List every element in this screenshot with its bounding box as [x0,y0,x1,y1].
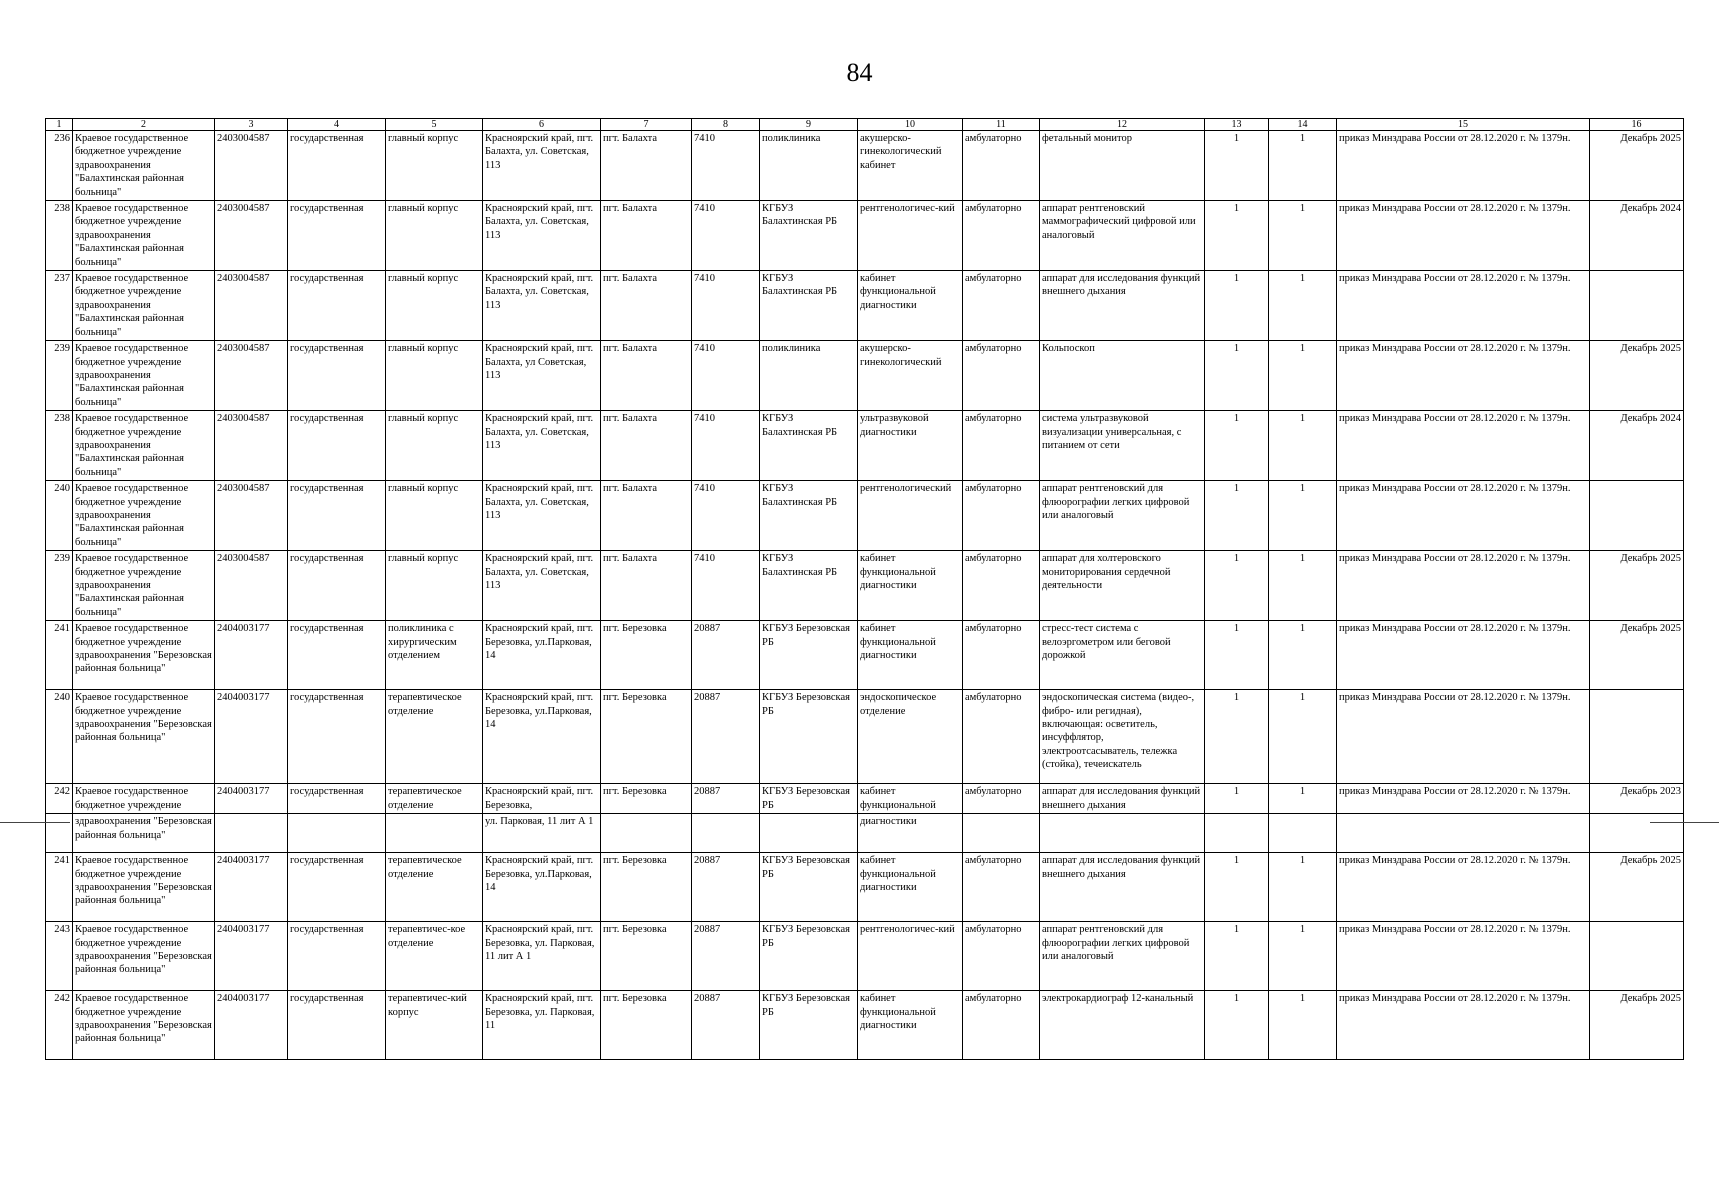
cell-col-12 [1040,814,1205,853]
cell-col-14: 1 [1269,853,1337,922]
table-row [46,621,1684,690]
cell-col-13: 1 [1205,411,1269,481]
column-number: 7 [601,119,692,131]
cell-col-7 [601,814,692,853]
cell-col-8: 20887 [692,853,760,922]
cell-col-1: 239 [46,551,73,621]
cell-col-11: амбулаторно [963,551,1040,621]
cell-col-12: фетальный монитор [1040,131,1205,201]
cell-col-7: пгт. Балахта [601,131,692,201]
cell-col-3: 2403004587 [215,481,288,551]
cell-col-16: Декабрь 2025 [1590,131,1684,201]
cell-col-9: КГБУЗ Березовская РБ [760,690,858,784]
cell-col-12: аппарат для исследования функций внешнего дыхания [1040,784,1205,814]
cell-col-14: 1 [1269,411,1337,481]
cell-col-2: Краевое государственное бюджетное учреждение здравоохранения "Балахтинская районная больница" [73,481,215,551]
cell-col-3: 2404003177 [215,922,288,991]
cell-col-8: 7410 [692,131,760,201]
cell-col-4: государственная [288,690,386,784]
table-row [46,853,1684,922]
cell-col-12: аппарат для холтеровского мониторирования сердечной деятельности [1040,551,1205,621]
table-row [46,991,1684,1060]
cell-col-9: КГБУЗ Балахтинская РБ [760,201,858,271]
cell-col-2: Краевое государственное бюджетное учреждение здравоохранения "Березовская районная больница" [73,621,215,690]
cell-col-4: государственная [288,853,386,922]
cell-col-7: пгт. Березовка [601,853,692,922]
cell-col-7: пгт. Балахта [601,481,692,551]
cell-col-12: аппарат рентгеновский для флюорографии легких цифровой или аналоговый [1040,922,1205,991]
cell-col-7: пгт. Березовка [601,922,692,991]
cell-col-9: КГБУЗ Балахтинская РБ [760,411,858,481]
cell-col-16 [1590,922,1684,991]
cell-col-13: 1 [1205,341,1269,411]
cell-col-4: государственная [288,991,386,1060]
cell-col-14: 1 [1269,922,1337,991]
column-number: 10 [858,119,963,131]
cell-col-4: государственная [288,784,386,814]
cell-col-16: Декабрь 2025 [1590,341,1684,411]
cell-col-4: государственная [288,341,386,411]
cell-col-2: Краевое государственное бюджетное учреждение здравоохранения "Березовская районная больница" [73,690,215,784]
cell-col-1: 240 [46,690,73,784]
cell-col-10: рентгенологичес-кий [858,922,963,991]
cell-col-16: Декабрь 2025 [1590,991,1684,1060]
cell-col-15: приказ Минздрава России от 28.12.2020 г. № 1379н. [1337,131,1590,201]
cell-col-6: ул. Парковая, 11 лит А 1 [483,814,601,853]
cell-col-6: Красноярский край, пгт. Балахта, ул. Советская, 113 [483,131,601,201]
cell-col-16 [1590,814,1684,853]
cell-col-15 [1337,814,1590,853]
cell-col-12: система ультразвуковой визуализации универсальная, с питанием от сети [1040,411,1205,481]
cell-col-14 [1269,814,1337,853]
cell-col-9: КГБУЗ Березовская РБ [760,991,858,1060]
cell-col-1: 238 [46,201,73,271]
cell-col-13: 1 [1205,621,1269,690]
cell-col-1: 242 [46,784,73,814]
cell-col-14: 1 [1269,131,1337,201]
cell-col-4: государственная [288,621,386,690]
cell-col-14: 1 [1269,621,1337,690]
cell-col-6: Красноярский край, пгт. Березовка, ул.Парковая, 14 [483,853,601,922]
cell-col-10: ультразвуковой диагностики [858,411,963,481]
cell-col-2: Краевое государственное бюджетное учреждение [73,784,215,814]
cell-col-10: рентгенологический [858,481,963,551]
cell-col-5: главный корпус [386,131,483,201]
cell-col-11 [963,814,1040,853]
cell-col-13: 1 [1205,271,1269,341]
cell-col-15: приказ Минздрава России от 28.12.2020 г. № 1379н. [1337,201,1590,271]
column-number: 8 [692,119,760,131]
cell-col-16: Декабрь 2024 [1590,201,1684,271]
cell-col-10: рентгенологичес-кий [858,201,963,271]
cell-col-1: 237 [46,271,73,341]
cell-col-7: пгт. Балахта [601,411,692,481]
cell-col-1: 236 [46,131,73,201]
cell-col-13: 1 [1205,481,1269,551]
cell-col-11: амбулаторно [963,922,1040,991]
cell-col-16 [1590,481,1684,551]
cell-col-4: государственная [288,551,386,621]
column-number-row [46,119,1684,131]
cell-col-11: амбулаторно [963,341,1040,411]
cell-col-7: пгт. Березовка [601,991,692,1060]
cell-col-4: государственная [288,481,386,551]
cell-col-2: Краевое государственное бюджетное учреждение здравоохранения "Березовская районная больница" [73,991,215,1060]
cell-col-10: кабинет функциональной [858,784,963,814]
cell-col-10: кабинет функциональной диагностики [858,621,963,690]
cell-col-5: терапевтическое отделение [386,784,483,814]
table-row [46,814,1684,853]
cell-col-2: Краевое государственное бюджетное учреждение здравоохранения "Березовская районная больница" [73,922,215,991]
cell-col-11: амбулаторно [963,411,1040,481]
cell-col-14: 1 [1269,991,1337,1060]
cell-col-1: 241 [46,853,73,922]
column-number: 16 [1590,119,1684,131]
cell-col-2: здравоохранения "Березовская районная больница" [73,814,215,853]
cell-col-6: Красноярский край, пгт. Балахта, ул. Советская, 113 [483,551,601,621]
cell-col-5: терапевтическое отделение [386,690,483,784]
cell-col-9: КГБУЗ Березовская РБ [760,922,858,991]
cell-col-13: 1 [1205,690,1269,784]
cell-col-8 [692,814,760,853]
cell-col-9: поликлиника [760,341,858,411]
cell-col-12: аппарат для исследования функций внешнего дыхания [1040,271,1205,341]
cell-col-16 [1590,271,1684,341]
cell-col-5: главный корпус [386,411,483,481]
cell-col-13: 1 [1205,784,1269,814]
cell-col-15: приказ Минздрава России от 28.12.2020 г. № 1379н. [1337,784,1590,814]
cell-col-6: Красноярский край, пгт. Балахта, ул Советская, 113 [483,341,601,411]
cell-col-7: пгт. Березовка [601,690,692,784]
cell-col-15: приказ Минздрава России от 28.12.2020 г. № 1379н. [1337,481,1590,551]
cell-col-11: амбулаторно [963,991,1040,1060]
cell-col-8: 20887 [692,922,760,991]
cell-col-3: 2404003177 [215,690,288,784]
cell-col-5: главный корпус [386,481,483,551]
equipment-table [45,118,1684,1060]
cell-col-10: эндоскопическое отделение [858,690,963,784]
cell-col-15: приказ Минздрава России от 28.12.2020 г. № 1379н. [1337,690,1590,784]
cell-col-11: амбулаторно [963,784,1040,814]
cell-col-6: Красноярский край, пгт. Березовка, ул. Парковая, 11 лит А 1 [483,922,601,991]
cell-col-8: 20887 [692,991,760,1060]
cell-col-7: пгт. Балахта [601,341,692,411]
cell-col-9 [760,814,858,853]
cell-col-15: приказ Минздрава России от 28.12.2020 г. № 1379н. [1337,341,1590,411]
cell-col-12: эндоскопическая система (видео-, фибро- или регидная), включающая: осветитель, инсуффлятор, электроотсасыватель, тележка (стойка), течеискатель [1040,690,1205,784]
table-row [46,411,1684,481]
cell-col-16: Декабрь 2025 [1590,853,1684,922]
table-row [46,201,1684,271]
cell-col-14: 1 [1269,551,1337,621]
cell-col-6: Красноярский край, пгт. Березовка, ул.Парковая, 14 [483,621,601,690]
cell-col-7: пгт. Березовка [601,621,692,690]
column-number: 5 [386,119,483,131]
cell-col-8: 7410 [692,411,760,481]
cell-col-6: Красноярский край, пгт. Березовка, ул.Парковая, 14 [483,690,601,784]
cell-col-1 [46,814,73,853]
cell-col-15: приказ Минздрава России от 28.12.2020 г. № 1379н. [1337,922,1590,991]
cell-col-2: Краевое государственное бюджетное учреждение здравоохранения "Балахтинская районная больница" [73,551,215,621]
cell-col-8: 20887 [692,784,760,814]
scan-artifact-line [1650,822,1719,823]
cell-col-3 [215,814,288,853]
cell-col-6: Красноярский край, пгт. Балахта, ул. Советская, 113 [483,481,601,551]
cell-col-16: Декабрь 2024 [1590,411,1684,481]
table-row [46,271,1684,341]
table-row [46,341,1684,411]
cell-col-11: амбулаторно [963,271,1040,341]
cell-col-12: аппарат для исследования функций внешнего дыхания [1040,853,1205,922]
table-row [46,784,1684,814]
cell-col-12: Кольпоскоп [1040,341,1205,411]
cell-col-3: 2404003177 [215,784,288,814]
cell-col-9: КГБУЗ Балахтинская РБ [760,271,858,341]
column-number: 9 [760,119,858,131]
cell-col-5: поликлиника с хирургическим отделением [386,621,483,690]
page-number: 84 [846,58,873,87]
cell-col-5: главный корпус [386,271,483,341]
cell-col-11: амбулаторно [963,621,1040,690]
cell-col-8: 7410 [692,201,760,271]
cell-col-8: 7410 [692,271,760,341]
cell-col-1: 240 [46,481,73,551]
column-number: 6 [483,119,601,131]
cell-col-11: амбулаторно [963,131,1040,201]
cell-col-6: Красноярский край, пгт. Березовка, [483,784,601,814]
cell-col-4: государственная [288,271,386,341]
cell-col-11: амбулаторно [963,201,1040,271]
cell-col-16: Декабрь 2025 [1590,621,1684,690]
cell-col-9: поликлиника [760,131,858,201]
cell-col-5: главный корпус [386,341,483,411]
cell-col-1: 239 [46,341,73,411]
cell-col-6: Красноярский край, пгт. Балахта, ул. Советская, 113 [483,271,601,341]
cell-col-9: КГБУЗ Березовская РБ [760,621,858,690]
cell-col-14: 1 [1269,784,1337,814]
cell-col-5: главный корпус [386,201,483,271]
cell-col-6: Красноярский край, пгт. Балахта, ул. Советская, 113 [483,411,601,481]
cell-col-13: 1 [1205,201,1269,271]
cell-col-12: электрокардиограф 12-канальный [1040,991,1205,1060]
cell-col-10: акушерско-гинекологический [858,341,963,411]
cell-col-16 [1590,690,1684,784]
cell-col-13: 1 [1205,131,1269,201]
cell-col-6: Красноярский край, пгт. Березовка, ул. Парковая, 11 [483,991,601,1060]
column-number: 12 [1040,119,1205,131]
cell-col-2: Краевое государственное бюджетное учреждение здравоохранения "Березовская районная больница" [73,853,215,922]
cell-col-9: КГБУЗ Березовская РБ [760,784,858,814]
cell-col-1: 242 [46,991,73,1060]
cell-col-2: Краевое государственное бюджетное учреждение здравоохранения "Балахтинская районная больница" [73,341,215,411]
cell-col-8: 20887 [692,621,760,690]
cell-col-4: государственная [288,131,386,201]
cell-col-10: кабинет функциональной диагностики [858,991,963,1060]
cell-col-16: Декабрь 2025 [1590,551,1684,621]
cell-col-3: 2404003177 [215,991,288,1060]
cell-col-3: 2403004587 [215,201,288,271]
table-row [46,690,1684,784]
column-number: 1 [46,119,73,131]
cell-col-13: 1 [1205,551,1269,621]
cell-col-9: КГБУЗ Балахтинская РБ [760,481,858,551]
cell-col-8: 7410 [692,341,760,411]
column-number: 13 [1205,119,1269,131]
cell-col-7: пгт. Балахта [601,271,692,341]
cell-col-15: приказ Минздрава России от 28.12.2020 г. № 1379н. [1337,853,1590,922]
cell-col-13: 1 [1205,922,1269,991]
table-row [46,131,1684,201]
cell-col-1: 241 [46,621,73,690]
table-row [46,481,1684,551]
cell-col-6: Красноярский край, пгт. Балахта, ул. Советская, 113 [483,201,601,271]
cell-col-5: терапевтичес-кое отделение [386,922,483,991]
cell-col-5: терапевтичес-кий корпус [386,991,483,1060]
cell-col-12: аппарат рентгеновский маммографический цифровой или аналоговый [1040,201,1205,271]
cell-col-5: терапевтическое отделение [386,853,483,922]
cell-col-3: 2404003177 [215,621,288,690]
cell-col-7: пгт. Балахта [601,201,692,271]
column-number: 15 [1337,119,1590,131]
cell-col-1: 238 [46,411,73,481]
scan-artifact-line [0,822,70,823]
cell-col-15: приказ Минздрава России от 28.12.2020 г. № 1379н. [1337,411,1590,481]
cell-col-5 [386,814,483,853]
cell-col-2: Краевое государственное бюджетное учреждение здравоохранения "Балахтинская районная больница" [73,201,215,271]
cell-col-7: пгт. Березовка [601,784,692,814]
cell-col-9: КГБУЗ Балахтинская РБ [760,551,858,621]
cell-col-16: Декабрь 2023 [1590,784,1684,814]
column-number: 2 [73,119,215,131]
cell-col-12: стресс-тест система с велоэргометром или беговой дорожкой [1040,621,1205,690]
cell-col-10: акушерско-гинекологический кабинет [858,131,963,201]
column-number: 11 [963,119,1040,131]
cell-col-11: амбулаторно [963,481,1040,551]
cell-col-13 [1205,814,1269,853]
cell-col-15: приказ Минздрава России от 28.12.2020 г. № 1379н. [1337,271,1590,341]
cell-col-9: КГБУЗ Березовская РБ [760,853,858,922]
column-number: 14 [1269,119,1337,131]
cell-col-3: 2403004587 [215,551,288,621]
cell-col-4 [288,814,386,853]
cell-col-3: 2403004587 [215,341,288,411]
cell-col-2: Краевое государственное бюджетное учреждение здравоохранения "Балахтинская районная больница" [73,411,215,481]
cell-col-1: 243 [46,922,73,991]
cell-col-3: 2403004587 [215,411,288,481]
cell-col-10: кабинет функциональной диагностики [858,853,963,922]
cell-col-11: амбулаторно [963,853,1040,922]
cell-col-14: 1 [1269,481,1337,551]
column-number: 4 [288,119,386,131]
cell-col-15: приказ Минздрава России от 28.12.2020 г. № 1379н. [1337,991,1590,1060]
table-row [46,922,1684,991]
cell-col-13: 1 [1205,853,1269,922]
cell-col-4: государственная [288,922,386,991]
cell-col-3: 2403004587 [215,131,288,201]
cell-col-7: пгт. Балахта [601,551,692,621]
cell-col-15: приказ Минздрава России от 28.12.2020 г. № 1379н. [1337,621,1590,690]
cell-col-2: Краевое государственное бюджетное учреждение здравоохранения "Балахтинская районная больница" [73,131,215,201]
cell-col-10: диагностики [858,814,963,853]
cell-col-3: 2403004587 [215,271,288,341]
cell-col-14: 1 [1269,271,1337,341]
cell-col-10: кабинет функциональной диагностики [858,271,963,341]
cell-col-10: кабинет функциональной диагностики [858,551,963,621]
cell-col-14: 1 [1269,341,1337,411]
cell-col-15: приказ Минздрава России от 28.12.2020 г. № 1379н. [1337,551,1590,621]
cell-col-14: 1 [1269,201,1337,271]
cell-col-11: амбулаторно [963,690,1040,784]
cell-col-4: государственная [288,411,386,481]
cell-col-2: Краевое государственное бюджетное учреждение здравоохранения "Балахтинская районная больница" [73,271,215,341]
cell-col-4: государственная [288,201,386,271]
cell-col-14: 1 [1269,690,1337,784]
cell-col-3: 2404003177 [215,853,288,922]
column-number: 3 [215,119,288,131]
table-row [46,551,1684,621]
cell-col-5: главный корпус [386,551,483,621]
cell-col-12: аппарат рентгеновский для флюорографии легких цифровой или аналоговый [1040,481,1205,551]
cell-col-13: 1 [1205,991,1269,1060]
cell-col-8: 7410 [692,481,760,551]
cell-col-8: 20887 [692,690,760,784]
cell-col-8: 7410 [692,551,760,621]
